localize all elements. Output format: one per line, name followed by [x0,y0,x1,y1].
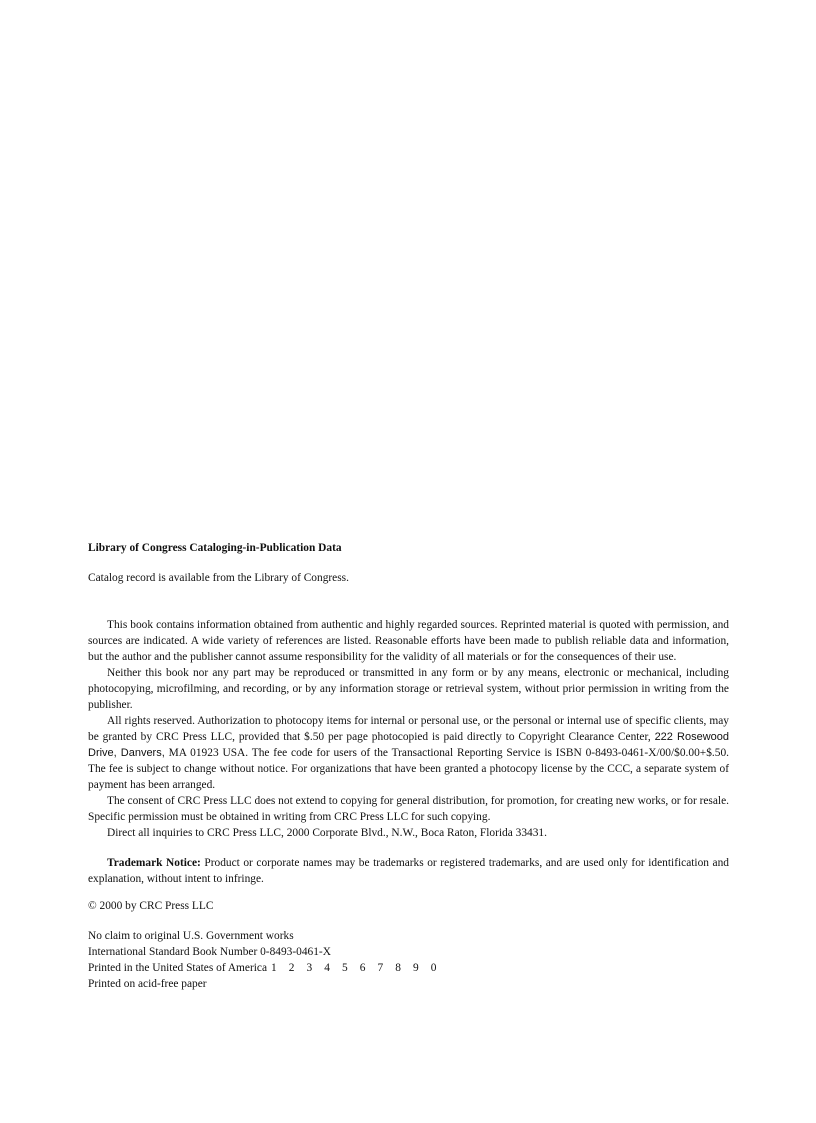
paragraph-reproduction: Neither this book nor any part may be reproduced or transmitted in any form or by any means, electronic or mechanical, including photocopying, microfilming, and recording, or by any information storage or retrieval system, without prior permission in writing from the publisher. [88,667,729,711]
isbn-line: International Standard Book Number 0-8493-0461-X [88,946,331,959]
paragraph-sources: This book contains information obtained from authentic and highly regarded sources. Reprinted material is quoted with permission, and sources are indicated. A wide variety of references are listed. Reasonable efforts have been made to publish reliable data and information, but the author and the publisher cannot assume responsibility for the validity of all materials or for the consequences of their use. [88,619,729,663]
printed-in-text: Printed in the United States of America [88,962,268,975]
trademark-label: Trademark Notice: [107,857,201,869]
cip-heading: Library of Congress Cataloging-in-Publication Data [88,542,342,554]
no-claim-line: No claim to original U.S. Government works [88,930,294,943]
paragraph-authorization [88,713,729,793]
paragraph-consent: The consent of CRC Press LLC does not extend to copying for general distribution, for promotion, for creating new works, or for resale. Specific permission must be obtained in writing from CRC Press LLC for such copying. [88,795,729,823]
catalog-note: Catalog record is available from the Library of Congress. [88,572,349,584]
rights-block [88,617,729,841]
authorization-text-b: MA 01923 USA. The fee code for users of the Transactional Reporting Service is ISBN 0-8493-0461-X/00/$0.00+$.50. The fee is subject to change without notice. For organizations that have been granted a photocopy license by the CCC, a separate system of payment has been arranged. [88,747,729,791]
printed-in-line [88,960,729,976]
paragraph-inquiries: Direct all inquiries to CRC Press LLC, 2000 Corporate Blvd., N.W., Boca Raton, Florida 33431. [107,827,547,839]
paper-line: Printed on acid-free paper [88,978,207,991]
ccc-address: 222 Rosewood Drive, Danvers, [88,731,729,759]
publication-info [88,928,729,992]
authorization-text-a: All rights reserved. Authorization to photocopy items for internal or personal use, or the personal or internal use of specific clients, may be granted by CRC Press LLC, provided that $.50 per page photocopied is paid directly to Copyright Clearance Center, [88,715,729,743]
print-run-digits: 1 2 3 4 5 6 7 8 9 0 [271,962,442,975]
trademark-notice [88,855,729,887]
copyright-page [88,540,729,992]
copyright-line: © 2000 by CRC Press LLC [88,900,214,913]
trademark-text: Product or corporate names may be trademarks or registered trademarks, and are used only for identification and explanation, without intent to infringe. [88,857,729,885]
